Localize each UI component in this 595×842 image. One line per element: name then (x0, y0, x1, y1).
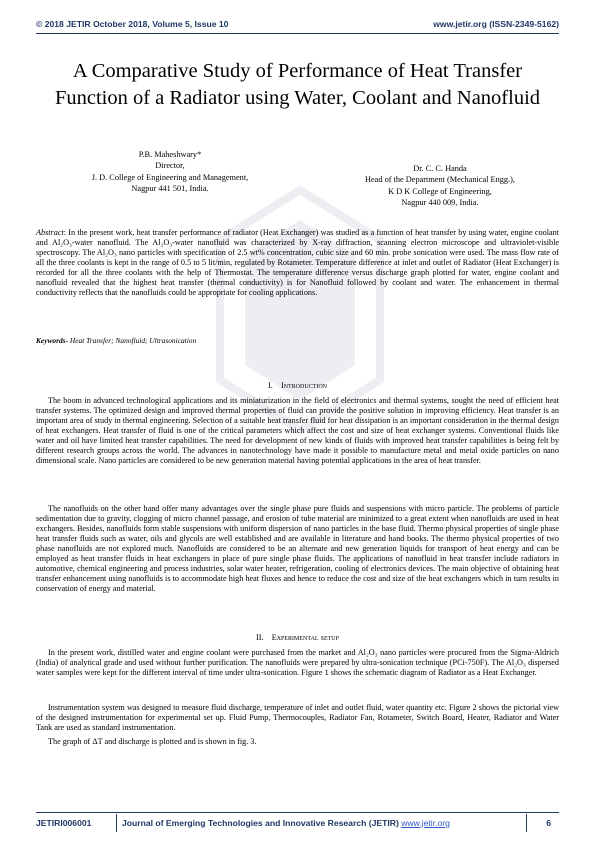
keywords (36, 336, 559, 345)
keywords-label: Keywords- (36, 336, 69, 345)
author-block-1 (40, 149, 300, 194)
footer-journal-name: Journal of Emerging Technologies and Innovative Research (JETIR) (122, 818, 402, 828)
section-heading-introduction (36, 381, 559, 390)
author-address: Nagpur 441 501, India. (131, 183, 209, 193)
footer-divider (116, 814, 117, 832)
footer-divider (526, 814, 527, 832)
setup-paragraph-1: In the present work, distilled water and engine coolant were purchased from the market and Al₂O₃ nano particles were procured from the Sigma-Aldrich (India) of analytical grade and used without further purification. The nanofluids were prepared by ultra-sonication technique (PCi-750F). The Al₂O₃ dispersed water samples were kept for the different interval of time under ultra-sonication. Figure 1 shows the schematic diagram of Radiator as a Heat Exchanger. (36, 648, 559, 677)
footer-journal (122, 818, 450, 828)
header-citation: © 2018 JETIR October 2018, Volume 5, Issue 10 (36, 19, 229, 29)
intro-paragraph-2: The nanofluids on the other hand offer many advantages over the single phase pure fluids and suspensions with micro particle. The problems of particle sedimentation due to gravity, clogging of micro channel passage, and erosion of tube material are minimized to a great extent when nanofluids are used in heat exchangers. Besides, nanofluids form stable suspensions with uniform dispersion of nano particles in the base fluid. Thermo physical properties of single phase heat transfer fluids such as water, oils and glycols are well established and are available in literature and hand books. The thermo physical properties of two phase nanofluids are not explored much. Nanofluids are considered to be an alternate and new generation liquids for transport of heat energy and can be employed as heat transfer fluids in heat exchangers in place of pure single phase fluids. The applications of nanofluid in heat transfer include radiators in automotive, chemical engineering and process industries, solar water heater, refrigeration, cooling of electronics devices. The main objective of obtaining heat transfer enhancement using nanofluids is to accommodate high heat fluxes and hence to reduce the cost and size of the heat exchangers which in turn results in conservation of energy and material. (36, 504, 559, 593)
page-number: 6 (546, 818, 551, 828)
header-website[interactable]: www.jetir.org (ISSN-2349-5162) (433, 19, 559, 29)
paper-title: A Comparative Study of Performance of Heat Transfer Function of a Radiator using Water, Coolant and Nanofluid (54, 60, 541, 109)
section-title: Introduction (280, 381, 328, 390)
footer-website-link[interactable]: www.jetir.org (401, 818, 450, 828)
author-address: Nagpur 440 009, India. (401, 197, 479, 207)
intro-paragraph-1: The boom in advanced technological applications and its miniaturization in the field of electronics and thermal systems, sought the need of efficient heat transfer systems. The optimized design and improved thermal properties of fluid can provide the positive solution in improving efficiency. Heat transfer is an important area of study in thermal engineering. Selection of a suitable heat transfer fluid for heat dissipation is an important consideration in the thermal design of heat exchangers. Heat transfer of fluid is one of the critical parameters which affect the cost and size of heat exchanger systems. Conventional fluids like water and oil have limited heat transfer capabilities. The need for development of new kinds of fluids with improved heat transfer capabilities is being felt by different research groups across the world. The advances in nanotechnology have made it possible to manufacture metal and metal oxide particles on nano dimensional scale. Nano particles are considered to be new generation material having potential applications in the area of heat transfer. (36, 396, 559, 465)
footer-paper-code: JETIRI006001 (36, 818, 92, 828)
author-role: Head of the Department (Mechanical Engg.), (365, 175, 515, 185)
footer-rule (36, 812, 559, 813)
section-heading-experimental-setup (36, 633, 559, 642)
author-block-2 (320, 163, 560, 208)
running-footer (36, 816, 559, 832)
author-role: Director, (155, 161, 185, 171)
author-name: Dr. C. C. Handa (413, 164, 467, 173)
keywords-text: Heat Transfer; Nanofluid; Ultrasonication (68, 336, 197, 345)
author-affiliation: K D K College of Engineering, (388, 186, 492, 196)
section-number: I. (267, 381, 273, 390)
abstract-text: : In the present work, heat transfer performance of radiator (Heat Exchanger) was studied as a function of heat transfer by using water, engine coolant and Al₂O₃-water nanofluid. The Al₂O₃-water nanofluid was characterized by X-ray diffraction, scanning electron microscope and ultraviolet-visible spectroscopy. The Al₂O₃ nano particles with specification of 2.5 wt% concentration, cubic size and 60 min. probe sonication were used. The mass flow rate of all the three coolants is kept in the range of 0.5 to 5 lit/min, regulated by Rotameter. Temperature difference at inlet and outlet of Radiator (Heat Exchanger) is recorded for all the three coolants with the help of Thermostat. The temperature difference versus discharge graph plotted for water, engine coolant and nanofluid revealed that the highest heat transfer (thermal conductivity) is for Nanofluid followed by coolant and water. The enhancement in thermal conductivity reflects that the nanofluids could be appropriate for cooling applications. (36, 228, 559, 297)
section-title: Experimental setup (271, 633, 339, 642)
abstract (36, 228, 559, 298)
running-header (36, 19, 559, 33)
setup-paragraph-2: Instrumentation system was designed to measure fluid discharge, temperature of inlet and outlet fluid, water quantity etc. Figure 2 shows the pictorial view of the designed instrumentation for experimental set up. Fluid Pump, Thermocouples, Radiator Fan, Rotameter, Switch Board, Heater, Radiator and Water Tank are used as standard instrumentation. (36, 703, 559, 732)
abstract-label: Abstract (36, 228, 64, 237)
author-affiliation: J. D. College of Engineering and Management, (91, 172, 249, 182)
header-rule (36, 33, 559, 34)
setup-paragraph-3: The graph of ΔT and discharge is plotted and is shown in fig. 3. (48, 737, 257, 746)
section-number: II. (256, 633, 264, 642)
author-name: P.B. Maheshwary* (138, 150, 202, 159)
